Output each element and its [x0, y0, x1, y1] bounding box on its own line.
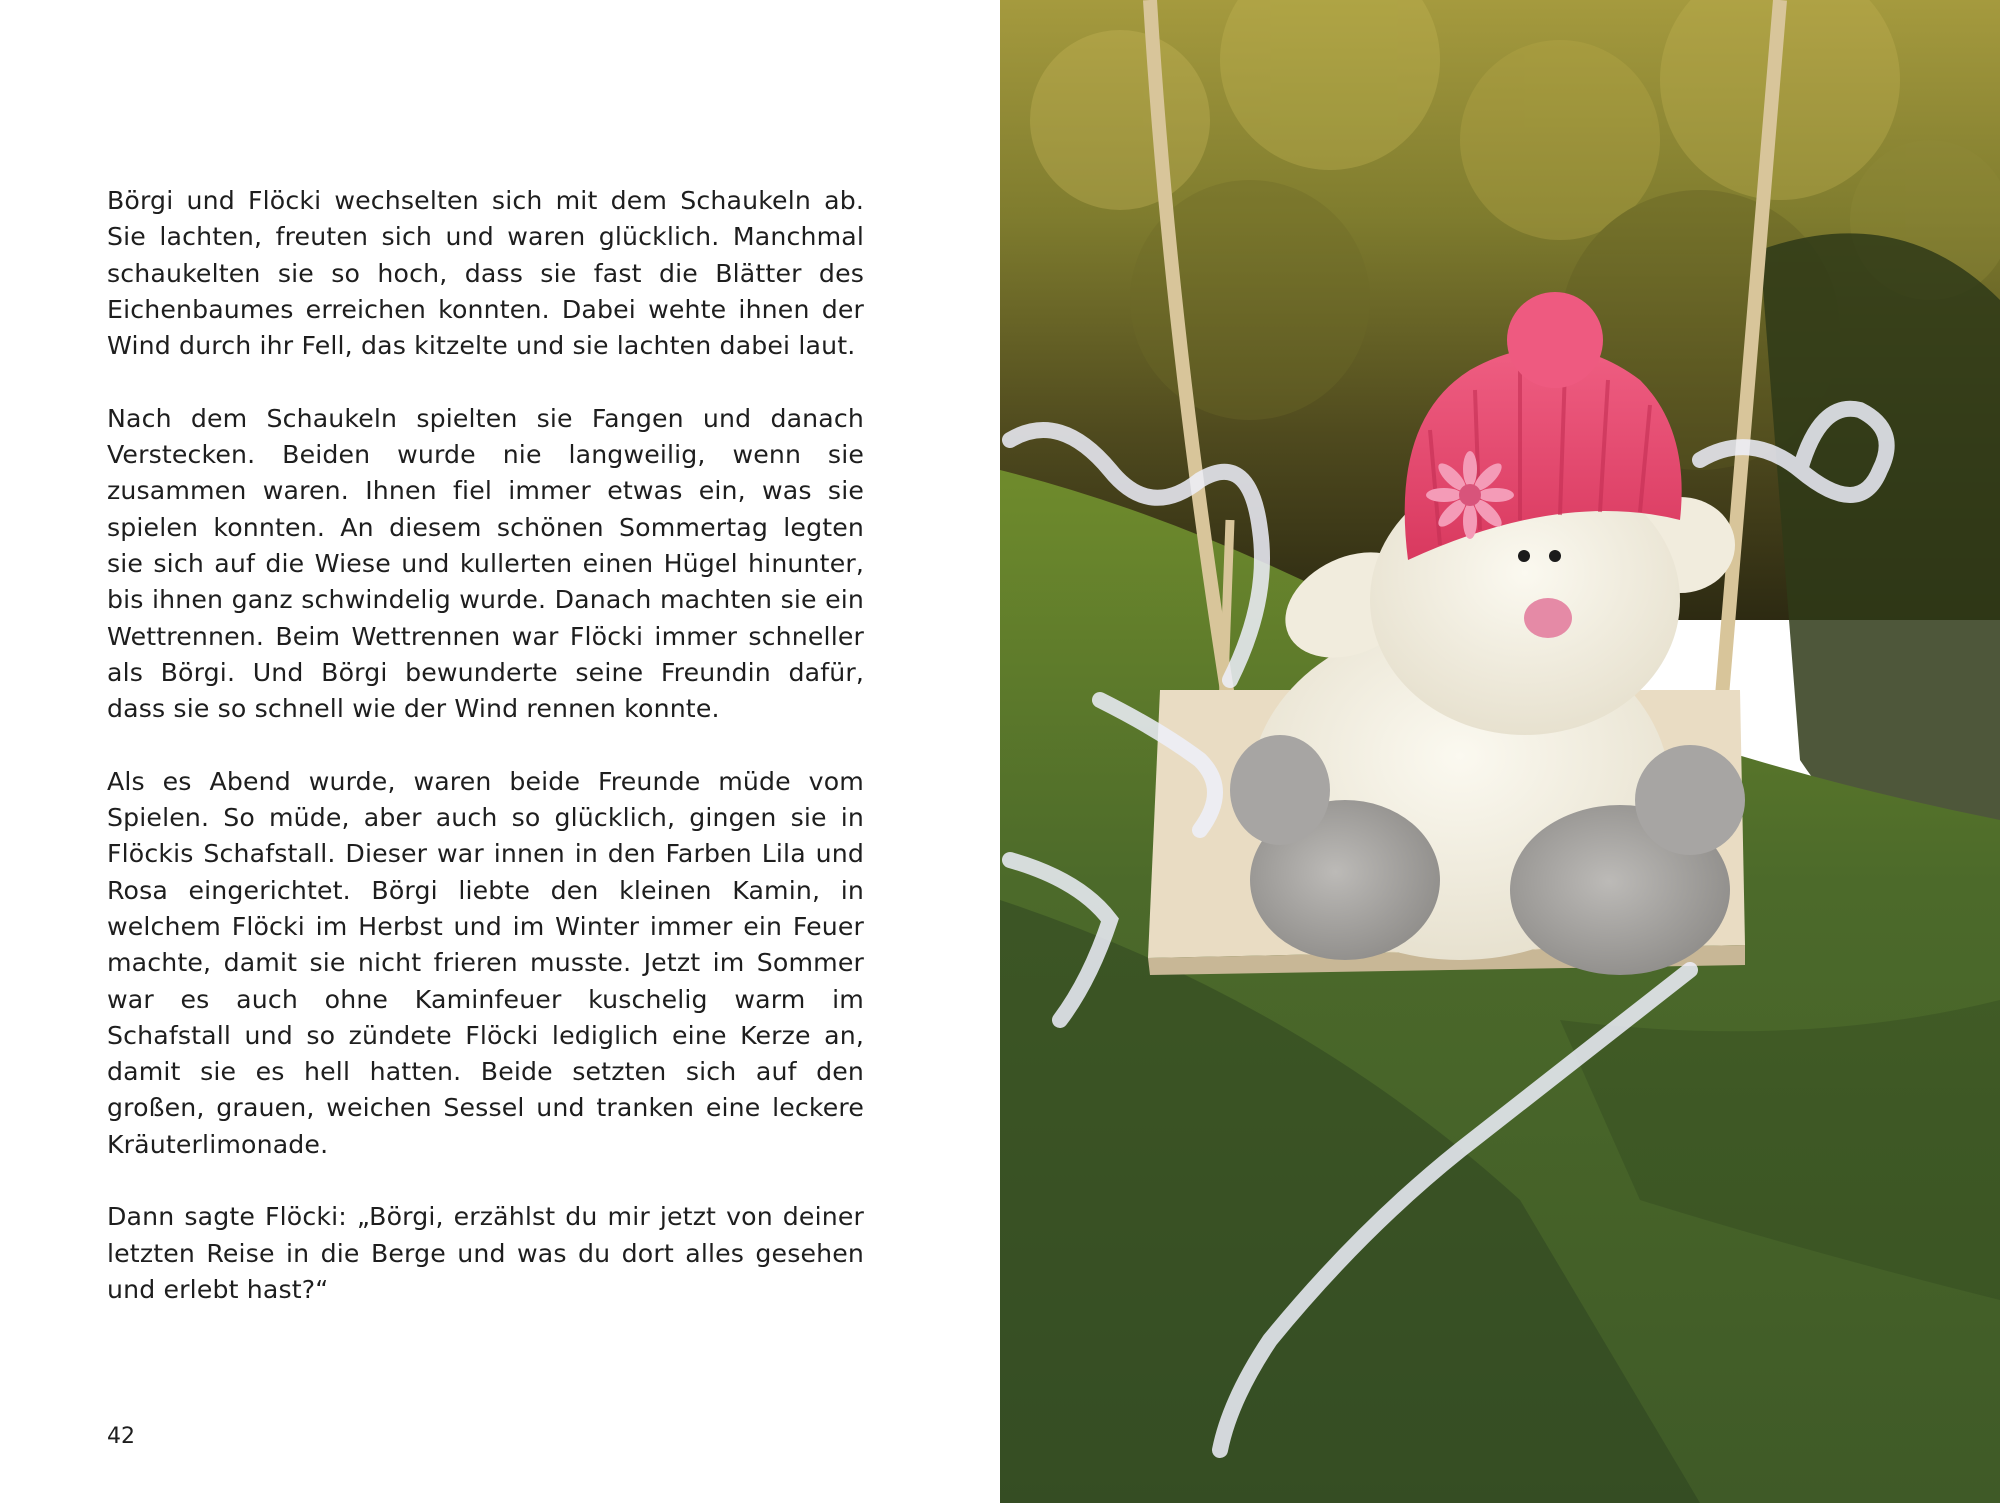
- paragraph-1: Börgi und Flöcki wechselten sich mit dem Schaukeln ab. Sie lachten, freuten sich und waren glücklich. Manchmal schaukelten sie so hoch, dass sie fast die Blätter des Eichenbaumes erreichen konnten. Dabei wehte ihnen der Wind durch ihr Fell, das kitzelte und sie lachten dabei laut.: [107, 186, 864, 361]
- sheep-nose: [1524, 598, 1572, 638]
- paragraph-2: Nach dem Schaukeln spielten sie Fangen und danach Verstecken. Beiden wurde nie langweilig, wenn sie zusammen waren. Ihnen fiel immer etwas ein, was sie spielen konnten. An diesem schönen Sommertag legten sie sich auf die Wiese und kullerten einen Hügel hinunter, bis ihnen ganz schwindelig wurde. Danach machten sie ein Wettrennen. Beim Wettrennen war Flöcki immer schneller als Börgi. Und Börgi bewunderte seine Freundin dafür, dass sie so schnell wie der Wind rennen konnte.: [107, 403, 864, 724]
- sheep-swing-photo: [1000, 0, 2000, 1503]
- paragraph-3: Als es Abend wurde, waren beide Freunde müde vom Spielen. So müde, aber auch so glücklich, gingen sie in Flöckis Schafstall. Dieser war innen in den Farben Lila und Rosa eingerichtet. Börgi liebte den kleinen Kamin, in welchem Flöcki im Herbst und im Winter immer ein Feuer machte, damit sie nicht frieren musste. Jetzt im Sommer war es auch ohne Kaminfeuer kuschelig warm im Schafstall und so zündete Flöcki lediglich eine Kerze an, damit sie es hell hatten. Beide setzten sich auf den großen, grauen, weichen Sessel und tranken eine leckere Kräuterlimonade.: [107, 766, 864, 1159]
- page-number: 42: [107, 1424, 135, 1449]
- story-text: [107, 183, 864, 1345]
- paragraph-4: Dann sagte Flöcki: „Börgi, erzählst du mir jetzt von deiner letzten Reise in die Berge und was du dort alles gesehen und erlebt hast?“: [107, 1202, 864, 1304]
- right-eye: [1549, 550, 1561, 562]
- left-eye: [1518, 550, 1530, 562]
- hat-pompom: [1507, 292, 1603, 388]
- photo-illustration: [1000, 0, 2000, 1503]
